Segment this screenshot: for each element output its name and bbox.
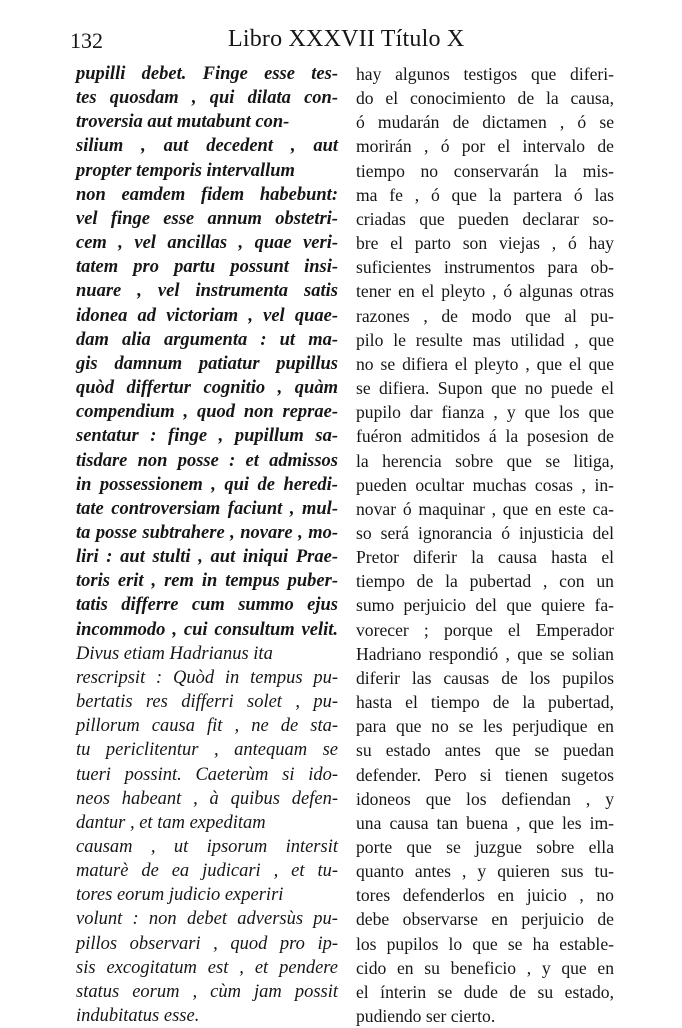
spanish-text-line: vorecer ; porque el Emperador	[356, 619, 615, 640]
latin-text-line: incommodo , cui consultum velit.	[76, 619, 339, 640]
latin-text-line: tatis differre cum summo ejus	[76, 595, 338, 616]
spanish-text-line: porte que se juzgue sobre ella	[356, 837, 614, 857]
spanish-text-line: bre el parto son viejas , ó hay	[356, 233, 614, 254]
latin-text-line: idonea ad victoriam , vel quae-	[76, 305, 338, 326]
latin-text-line: tueri possint. Caeterùm si ido-	[76, 764, 338, 785]
spanish-text-line: tener en el pleyto , ó algunas otras	[356, 281, 615, 302]
spanish-text-line: pupilo dar fianza , y que los que	[356, 402, 614, 423]
latin-text-line: vel finge esse annum obstetri-	[76, 208, 338, 229]
spanish-text-line: su estado antes que se puedan	[356, 740, 614, 761]
spanish-text-line: pueden ocultar muchas cosas , in-	[356, 474, 614, 495]
latin-text-line: causam , ut ipsorum intersit	[76, 837, 338, 857]
spanish-text-line: morirán , ó por el intervalo de	[356, 136, 614, 157]
latin-text-line: rescripsit : Quòd in tempus pu-	[76, 667, 339, 688]
spanish-text-line: hasta el tiempo de la pubertad,	[356, 692, 615, 713]
latin-text-line: indubitatus esse.	[76, 1006, 200, 1027]
spanish-text-line: suficientes instrumentos para ob-	[356, 257, 614, 278]
latin-text-line: pillorum causa fit , ne de sta-	[76, 716, 338, 737]
spanish-text-line: criadas que pueden declarar so-	[356, 208, 615, 229]
latin-text-line: tisdare non posse : et admissos	[76, 450, 338, 471]
spanish-text-line: ma fe , ó que la partera ó las	[356, 184, 615, 205]
spanish-text-column	[356, 62, 614, 1028]
page-number: 132	[70, 28, 103, 53]
latin-text-line: compendium , quod non reprae-	[76, 402, 338, 423]
latin-text-line: troversia aut mutabunt con-	[76, 112, 290, 133]
spanish-text-line: cido en su beneficio , y que en	[356, 957, 615, 978]
latin-text-line: sis excogitatum est , et pendere	[76, 957, 339, 978]
latin-text-line: pupilli debet. Finge esse tes-	[76, 64, 338, 84]
latin-text-line: tu periclitentur , antequam se	[76, 740, 339, 761]
spanish-text-line: fuéron admitidos á la posesion de	[356, 426, 614, 447]
latin-text-line: pillos observari , quod pro ip-	[76, 933, 338, 954]
latin-text-line: Divus etiam Hadrianus ita	[76, 643, 273, 664]
latin-text-line: tatem pro partu possunt insi-	[76, 257, 339, 278]
spanish-text-line: una causa tan buena , que les im-	[356, 812, 615, 833]
spanish-text-line: razones , de modo que al pu-	[356, 305, 615, 326]
latin-text-line: nuare , vel instrumenta satis	[76, 281, 338, 302]
latin-text-line: sentatur : finge , pupillum sa-	[76, 426, 338, 447]
spanish-text-line: do el conocimiento de la causa,	[356, 88, 614, 109]
spanish-text-line: novar ó maquinar , que en este ca-	[356, 498, 614, 519]
latin-text-line: status eorum , cùm jam possit	[76, 981, 338, 1002]
latin-text-line: dam alia argumenta : ut ma-	[76, 329, 339, 350]
latin-text-line: dantur , et tam expeditam	[76, 812, 266, 833]
latin-text-line: silium , aut decedent , aut	[76, 136, 339, 157]
spanish-text-line: pilo le resulte mas utilidad , que	[356, 329, 615, 350]
latin-text-line: toris erit , rem in tempus puber-	[76, 571, 338, 592]
spanish-text-line: tores defenderlos en juicio , no	[356, 885, 614, 906]
latin-text-line: ta posse subtrahere , novare , mo-	[76, 522, 338, 543]
latin-text-line: quòd differtur cognitio , quàm	[76, 378, 338, 399]
spanish-text-line: ó mudarán de dictamen , ó se	[356, 112, 614, 133]
latin-text-line: bertatis res differri solet , pu-	[76, 692, 338, 713]
spanish-text-line: el ínterin se dude de su estado,	[356, 981, 615, 1002]
latin-text-line: propter temporis intervallum	[76, 160, 295, 181]
latin-text-line: cem , vel ancillas , quae veri-	[76, 233, 339, 254]
latin-text-line: in possessionem , qui de heredi-	[76, 474, 338, 495]
latin-text-line: neos habeant , à quibus defen-	[76, 788, 338, 809]
spanish-text-line: debe observarse en perjuicio de	[356, 909, 614, 930]
spanish-text-line: no se difiera el pleyto , que el que	[356, 353, 614, 374]
spanish-text-line: pudiendo ser cierto.	[356, 1006, 496, 1027]
spanish-text-line: diferir las causas de los pupilos	[356, 667, 615, 688]
spanish-text-line: hay algunos testigos que diferi-	[356, 64, 615, 84]
spanish-text-line: se difiera. Supon que no puede el	[356, 378, 614, 399]
page-header	[70, 24, 610, 56]
spanish-text-line: quanto antes , y quieren sus tu-	[356, 861, 615, 882]
spanish-text-line: tiempo no conservarán la mis-	[356, 160, 615, 181]
latin-text-line: tores eorum judicio experiri	[76, 885, 284, 906]
spanish-text-line: los pupilos lo que se ha estable-	[356, 933, 614, 954]
latin-text-line: non eamdem fidem habebunt:	[76, 184, 338, 205]
latin-text-line: tate controversiam faciunt , mul-	[76, 498, 338, 519]
spanish-text-line: Hadriano respondió , que se solian	[356, 643, 614, 664]
latin-text-line: maturè de ea judicari , et tu-	[76, 861, 338, 882]
spanish-text-line: Pretor diferir la causa hasta el	[356, 547, 615, 568]
spanish-text-line: para que no se les perjudique en	[356, 716, 614, 737]
latin-text-column	[76, 62, 338, 1028]
spanish-text-line: defender. Pero si tienen sugetos	[356, 764, 614, 785]
latin-text-line: tes quosdam , qui dilata con-	[76, 88, 338, 109]
spanish-text-line: tiempo de la pubertad , con un	[356, 571, 614, 592]
latin-text-line: volunt : non debet adversùs pu-	[76, 909, 338, 930]
spanish-text-line: so será ignorancia ó injusticia del	[356, 522, 614, 543]
latin-text-line: liri : aut stulti , aut iniqui Prae-	[76, 547, 338, 568]
spanish-text-line: la herencia sobre que se litiga,	[356, 450, 614, 471]
spanish-text-line: idoneos que los defiendan , y	[356, 788, 615, 809]
running-head: Libro XXXVII Título X	[228, 26, 465, 52]
latin-text-line: gis damnum patiatur pupillus	[76, 353, 338, 374]
spanish-text-line: sumo perjuicio del que quiere fa-	[356, 595, 614, 616]
